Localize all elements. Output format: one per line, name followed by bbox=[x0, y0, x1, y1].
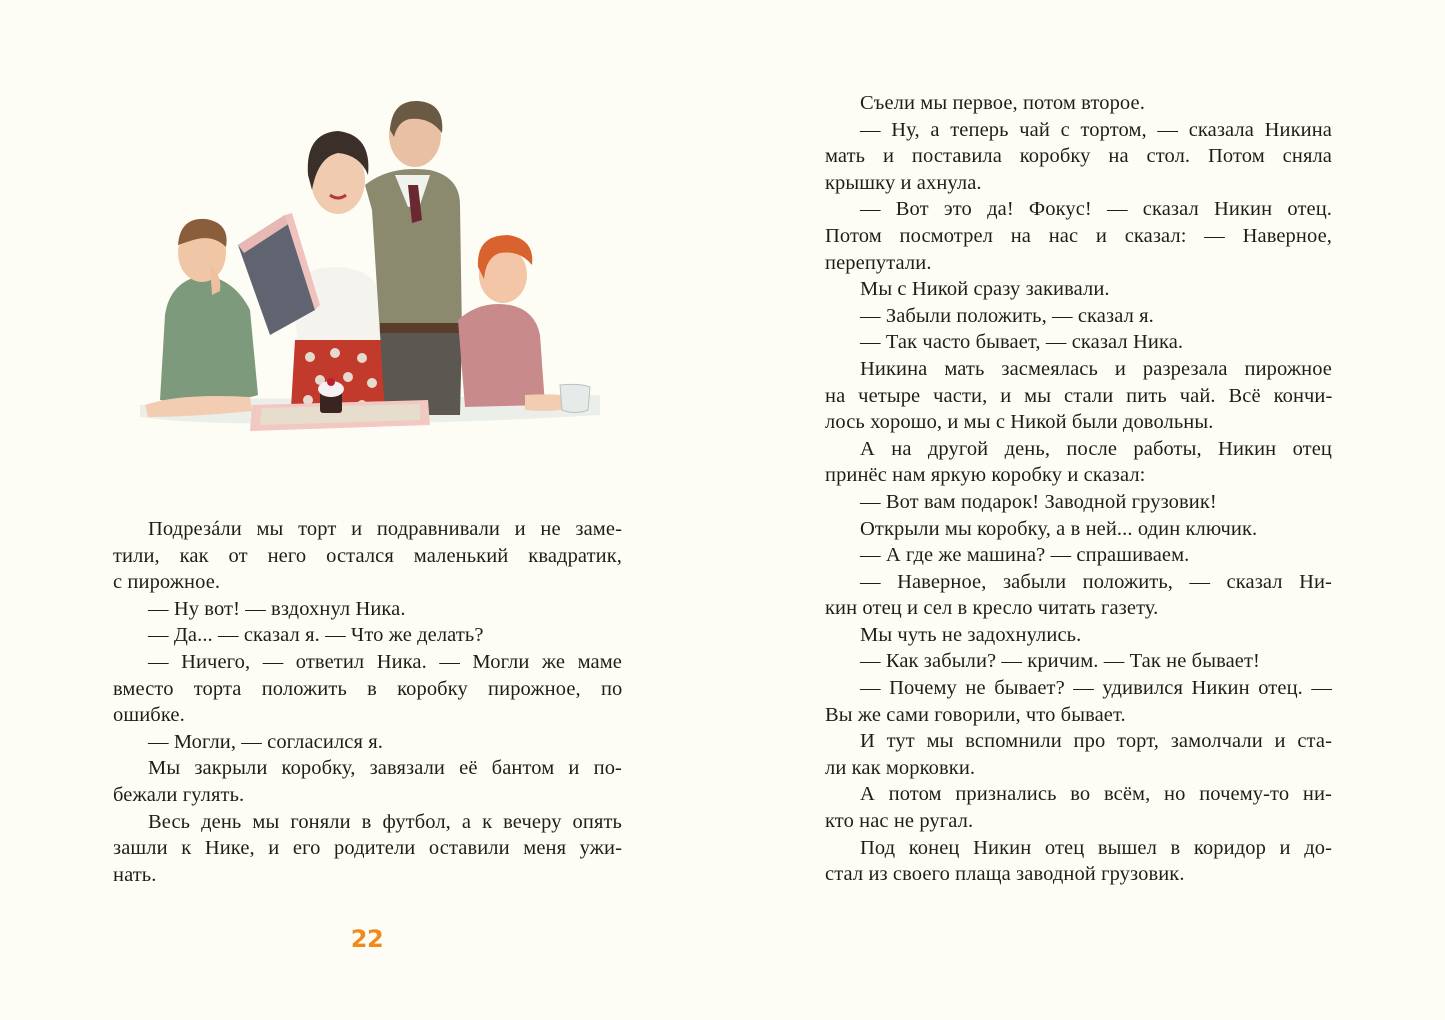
text-line: кто нас не ругал. bbox=[825, 810, 974, 833]
text-line: — Вот это да! Фокус! — сказал Никин отец. bbox=[860, 198, 1332, 221]
text-line: — Ну, а теперь чай с тортом, — сказала Никина bbox=[860, 118, 1332, 141]
text-line: Мы закрыли коробку, завязали её бантом и по- bbox=[148, 757, 622, 780]
left-page-text bbox=[113, 516, 622, 888]
text-line: вместо торта положить в коробку пирожное, по bbox=[113, 677, 623, 700]
text-line: — Забыли положить, — сказал я. bbox=[860, 304, 1154, 327]
text-line: Мы с Никой сразу закивали. bbox=[860, 278, 1110, 301]
text-line: Съели мы первое, потом второе. bbox=[860, 92, 1145, 114]
text-line: на четыре части, и мы стали пить чай. Всё кончи- bbox=[825, 384, 1333, 407]
text-line: — А где же машина? — спрашиваем. bbox=[860, 544, 1190, 567]
text-line: — Вот вам подарок! Заводной грузовик! bbox=[860, 490, 1217, 513]
text-line: — Как забыли? — кричим. — Так не бывает! bbox=[860, 650, 1260, 673]
text-line: ли как морковки. bbox=[825, 756, 976, 779]
text-line: — Могли, — согласился я. bbox=[148, 730, 383, 753]
text-line: принёс нам яркую коробку и сказал: bbox=[825, 464, 1146, 487]
text-line: А потом признались во всём, но почему-то ни- bbox=[860, 783, 1332, 806]
text-line: перепутали. bbox=[825, 251, 932, 274]
text-line: Открыли мы коробку, а в ней... один ключик. bbox=[860, 517, 1258, 540]
right-page bbox=[722, 0, 1445, 1020]
text-line: Подрезáли мы торт и подравнивали и не заме- bbox=[148, 518, 622, 540]
text-line: — Наверное, забыли положить, — сказал Ни- bbox=[860, 570, 1332, 593]
text-line: — Почему не бывает? — удивился Никин отец. — bbox=[860, 677, 1332, 700]
text-line: Вы же сами говорили, что бывает. bbox=[825, 703, 1126, 726]
text-line: — Так часто бывает, — сказал Ника. bbox=[860, 331, 1184, 354]
text-line: мать и поставила коробку на стол. Потом сняла bbox=[825, 145, 1332, 168]
text-line: Под конец Никин отец вышел в коридор и до- bbox=[860, 836, 1332, 859]
family-at-table-illustration bbox=[140, 95, 600, 440]
text-line: зашли к Нике, и его родители оставили меня ужи- bbox=[113, 837, 622, 860]
right-page-text bbox=[825, 90, 1332, 888]
text-line: Весь день мы гоняли в футбол, а к вечеру опять bbox=[148, 810, 622, 833]
text-line: нать. bbox=[113, 863, 157, 886]
text-line: И тут мы вспомнили про торт, замолчали и ста- bbox=[860, 730, 1332, 753]
text-line: — Ничего, — ответил Ника. — Могли же маме bbox=[148, 650, 622, 673]
text-line: — Ну вот! — вздохнул Ника. bbox=[148, 597, 406, 620]
text-line: — Да... — сказал я. — Что же делать? bbox=[148, 624, 484, 647]
left-page bbox=[0, 0, 722, 1020]
text-line: Потом посмотрел на нас и сказал: — Наверное, bbox=[825, 224, 1332, 247]
text-line: стал из своего плаща заводной грузовик. bbox=[825, 863, 1185, 886]
text-line: Никина мать засмеялась и разрезала пирожное bbox=[860, 357, 1332, 380]
text-line: лось хорошо, и мы с Никой были довольны. bbox=[825, 411, 1214, 434]
page-number: 22 bbox=[350, 925, 384, 953]
text-line: А на другой день, после работы, Никин отец bbox=[860, 437, 1332, 460]
text-line: тили, как от него остался маленький квадратик, bbox=[113, 544, 622, 567]
text-line: ошибке. bbox=[113, 704, 185, 727]
text-line: Мы чуть не задохнулись. bbox=[860, 623, 1082, 646]
text-line: с пирожное. bbox=[113, 571, 221, 594]
text-line: крышку и ахнула. bbox=[825, 171, 982, 194]
text-line: кин отец и сел в кресло читать газету. bbox=[825, 597, 1159, 620]
text-line: бежали гулять. bbox=[113, 783, 245, 806]
